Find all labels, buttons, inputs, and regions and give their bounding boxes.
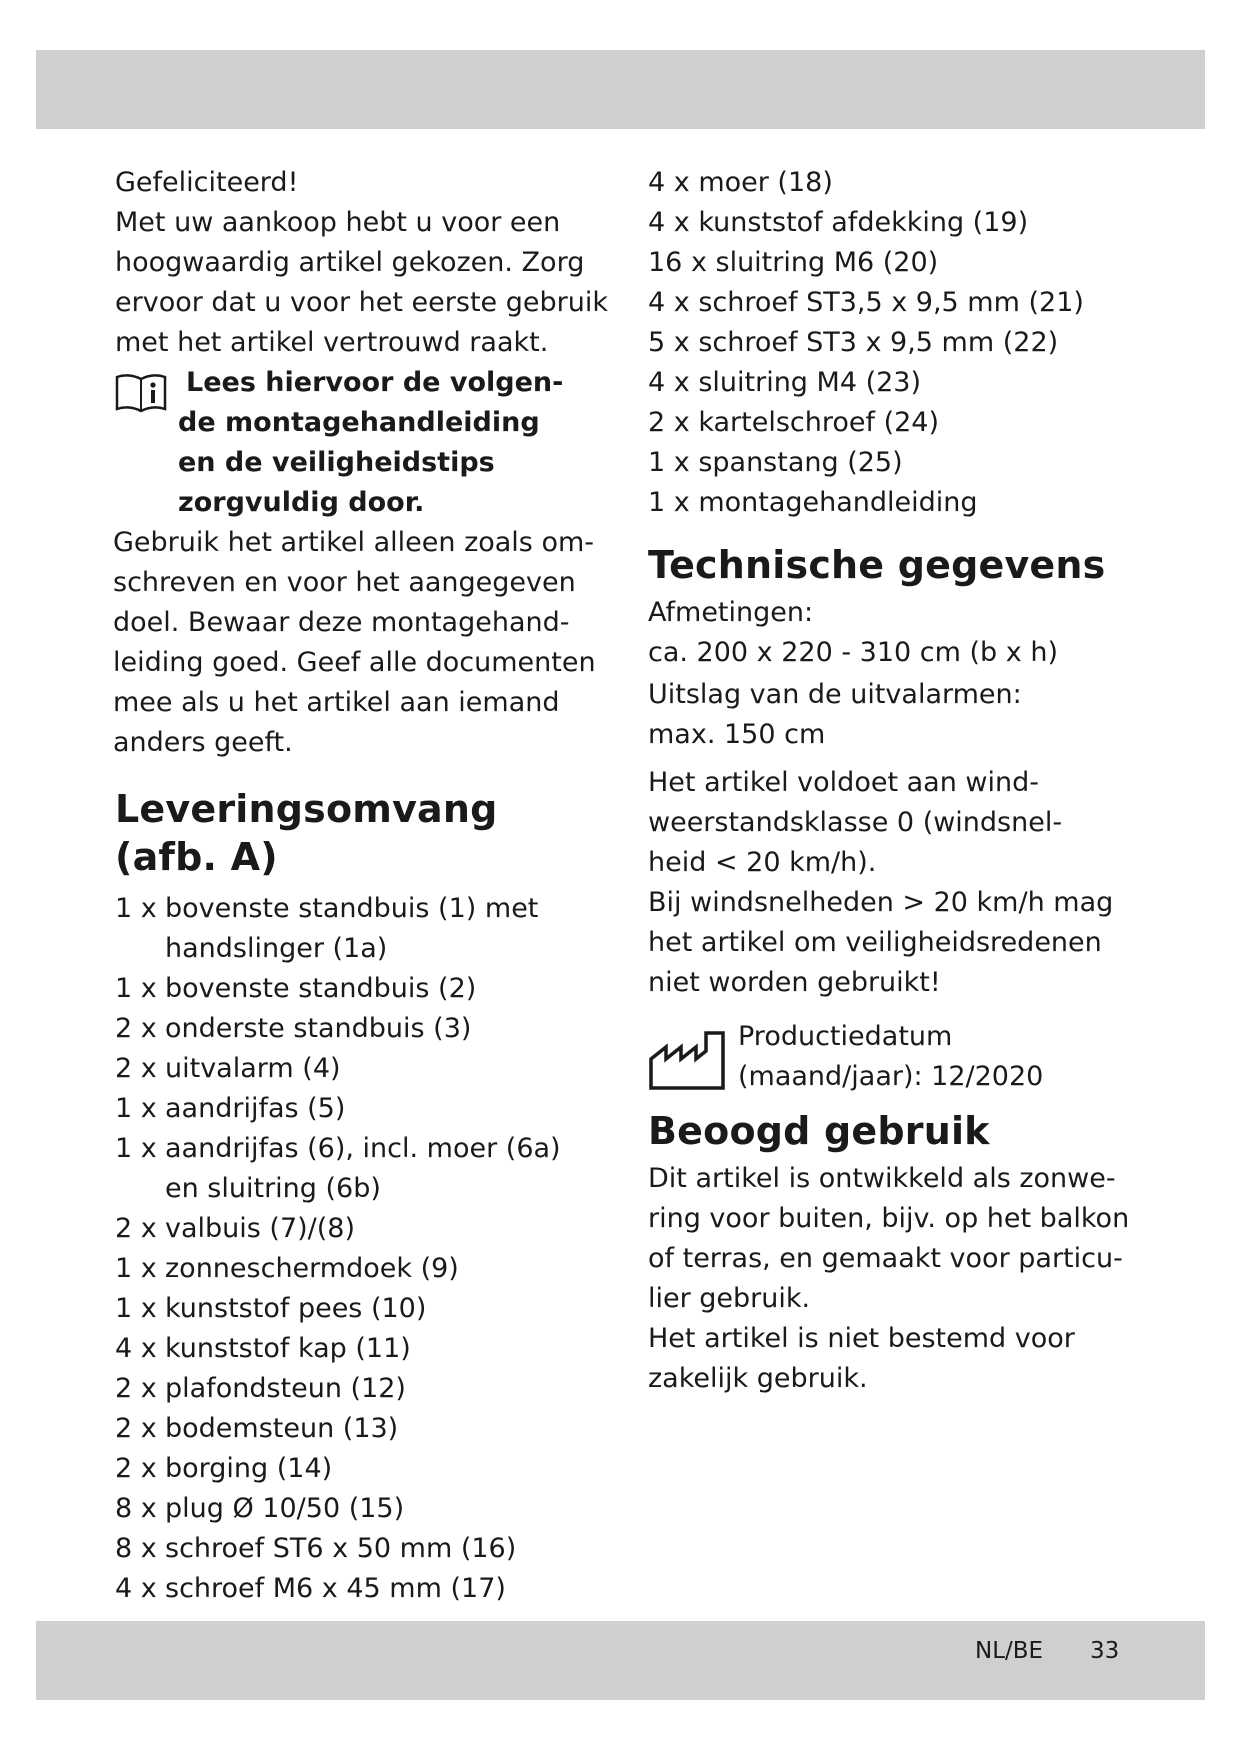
left-column [115, 163, 615, 1609]
list-item: 1 x zonneschermdoek (9) [115, 1253, 459, 1284]
list-item: 1 x kunststof pees (10) [115, 1293, 427, 1324]
date-label: Productiedatum [738, 1021, 953, 1052]
list-item: 1 x bovenste standbuis (1) met handslinger (1a) [115, 893, 539, 964]
list-item: 4 x kunststof kap (11) [115, 1333, 411, 1364]
use-text: Dit artikel is ontwikkeld als zonwe- ring voor buiten, bijv. op het balkon of terras, en gemaakt voor particu- lier gebruik. Het artikel is niet bestemd voor zakelijk gebruik. [648, 1163, 1130, 1394]
list-item: 4 x schroef M6 x 45 mm (17) [115, 1573, 506, 1604]
list-item: 4 x moer (18) [648, 167, 833, 198]
list-item: 1 x spanstang (25) [648, 447, 903, 478]
list-item: 1 x montagehandleiding [648, 487, 978, 518]
greeting: Gefeliciteerd! [115, 167, 299, 198]
reach-label: Uitslag van de uitvalarmen: [648, 679, 1022, 710]
reach-value: max. 150 cm [648, 719, 826, 750]
intro-text: Met uw aankoop hebt u voor een hoogwaardig artikel gekozen. Zorg ervoor dat u voor het eerste gebruik met het artikel vertrouwd raakt. [115, 207, 608, 358]
footer-language: NL/BE [975, 1638, 1044, 1664]
dimensions-value: ca. 200 x 220 - 310 cm (b x h) [648, 637, 1058, 668]
tech-heading: Technische gegevens [648, 543, 1106, 587]
list-item: 2 x plafondsteun (12) [115, 1373, 406, 1404]
use-heading: Beoogd gebruik [648, 1109, 990, 1153]
scope-list [115, 889, 615, 1609]
wind-text: Het artikel voldoet aan wind- weerstandsklasse 0 (windsnel- heid < 20 km/h). Bij windsnelheden > 20 km/h mag het artikel om veiligheidsredenen niet worden gebruikt! [648, 767, 1114, 998]
list-item: 4 x sluitring M4 (23) [648, 367, 922, 398]
production-date [648, 1017, 1148, 1097]
list-item: 5 x schroef ST3 x 9,5 mm (22) [648, 327, 1059, 358]
list-item: 16 x sluitring M6 (20) [648, 247, 939, 278]
date-value: (maand/jaar): 12/2020 [738, 1061, 1044, 1092]
page-number: 33 [1090, 1638, 1120, 1664]
scope-list-continued [648, 163, 1148, 523]
list-item: 2 x uitvalarm (4) [115, 1053, 341, 1084]
list-item: 8 x plug Ø 10/50 (15) [115, 1493, 405, 1524]
list-item: 4 x schroef ST3,5 x 9,5 mm (21) [648, 287, 1084, 318]
list-item: 2 x borging (14) [115, 1453, 333, 1484]
right-column [648, 163, 1148, 1399]
usage-text: Gebruik het artikel alleen zoals om- schreven en voor het aangegeven doel. Bewaar deze montagehand- leiding goed. Geef alle documenten mee als u het artikel aan iemand anders geeft. [113, 527, 596, 758]
read-manual-note: Lees hiervoor de volgen- de montagehandleiding en de veiligheidstips zorgvuldig door. [115, 363, 615, 523]
list-item: 2 x valbuis (7)/(8) [115, 1213, 356, 1244]
list-item: 2 x kartelschroef (24) [648, 407, 940, 438]
list-item: 1 x bovenste standbuis (2) [115, 973, 477, 1004]
list-item: 1 x aandrijfas (5) [115, 1093, 346, 1124]
header-band [36, 50, 1205, 129]
list-item: 4 x kunststof afdekking (19) [648, 207, 1029, 238]
book-info-icon [115, 373, 167, 413]
list-item: 2 x onderste standbuis (3) [115, 1013, 472, 1044]
factory-icon [648, 1029, 726, 1091]
list-item: 1 x aandrijfas (6), incl. moer (6a) en sluitring (6b) [115, 1133, 561, 1204]
dimensions-label: Afmetingen: [648, 597, 814, 628]
list-item: 8 x schroef ST6 x 50 mm (16) [115, 1533, 517, 1564]
scope-heading: Leveringsomvang (afb. A) [115, 787, 498, 879]
list-item: 2 x bodemsteun (13) [115, 1413, 399, 1444]
